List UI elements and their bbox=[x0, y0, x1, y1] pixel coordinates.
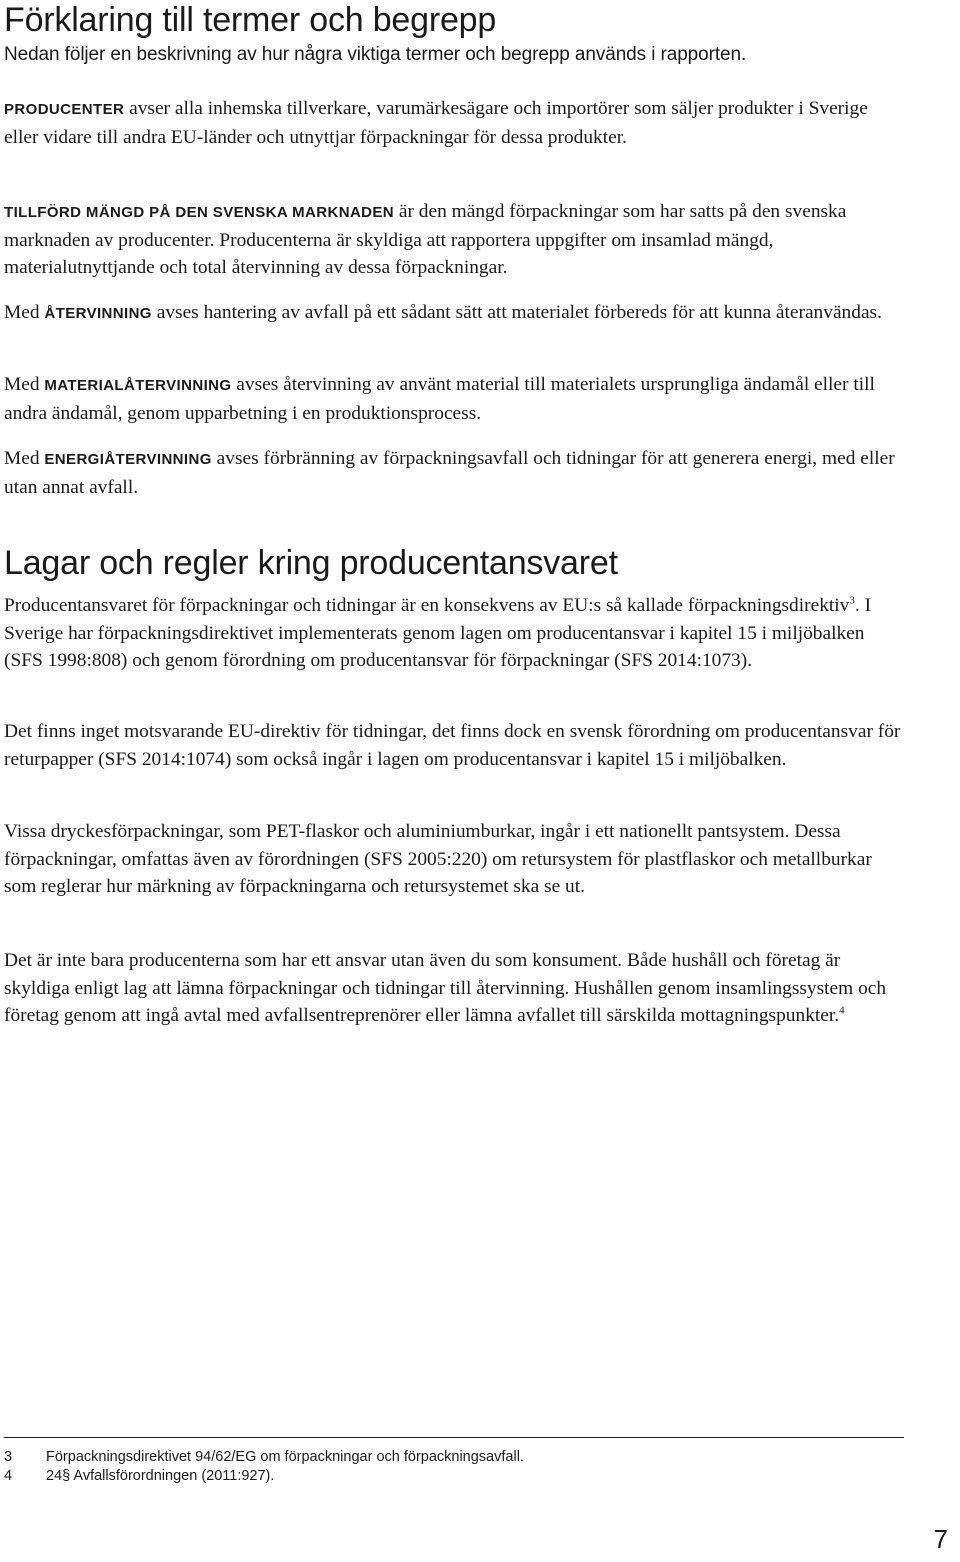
section-intro: Nedan följer en beskrivning av hur några viktiga termer och begrepp används i rapporten. bbox=[4, 44, 747, 65]
footnote-ref-3[interactable]: 3 bbox=[849, 594, 855, 607]
paragraph-atervinning bbox=[4, 299, 904, 328]
footnote-number: 3 bbox=[4, 1449, 13, 1465]
page-number: 7 bbox=[933, 1524, 948, 1554]
paragraph-materialatervinning bbox=[4, 371, 904, 427]
paragraph-text: avses återvinning av använt material till materialets ursprungliga ändamål eller till andra ändamål, genom upparbetning i en produktionsprocess. bbox=[4, 374, 875, 424]
section-title-laws: Lagar och regler kring producentansvaret bbox=[4, 544, 618, 582]
term-producenter: PRODUCENTER bbox=[4, 101, 125, 118]
term-materialatervinning: MATERIALÅTERVINNING bbox=[44, 377, 232, 394]
paragraph-text: Producentansvaret för förpackningar och tidningar är en konsekvens av EU:s så kallade förpackningsdirektiv bbox=[4, 595, 850, 616]
paragraph-text: Det är inte bara producenterna som har ett ansvar utan även du som konsument. Både hushåll och företag är skyldiga enligt lag att lämna förpackningar och tidningar till återvinning. Hushållen genom insamlingssystem och företag genom att ingå avtal med avfallsentreprenörer eller lämna avfallet till särskilda mottagningspunkter. bbox=[4, 950, 887, 1026]
paragraph-text: avses förbränning av förpackningsavfall och tidningar för att generera energi, med eller utan annat avfall. bbox=[4, 448, 895, 498]
footnote-4 bbox=[4, 1467, 274, 1485]
paragraph-konsument bbox=[4, 947, 904, 1030]
footnote-text: Förpackningsdirektivet 94/62/EG om förpackningar och förpackningsavfall. bbox=[46, 1449, 524, 1465]
paragraph-tidningar: Det finns inget motsvarande EU-direktiv för tidningar, det finns dock en svensk förordning om producentansvar för returpapper (SFS 2014:1074) som också ingår i lagen om producentansvar i kapitel 15 i miljöbalken. bbox=[4, 721, 901, 770]
footnote-3 bbox=[4, 1448, 524, 1466]
footnote-divider bbox=[4, 1437, 904, 1438]
paragraph-prefix: Med bbox=[4, 302, 45, 323]
paragraph-text: avses hantering av avfall på ett sådant sätt att materialet förbereds för att kunna återanvändas. bbox=[151, 302, 882, 323]
term-tillford-mangd: TILLFÖRD MÄNGD PÅ DEN SVENSKA MARKNADEN bbox=[4, 204, 395, 221]
paragraph-text: . I Sverige har förpackningsdirektivet implementerats genom lagen om producentansvar i kapitel 15 i miljöbalken (SFS 1998:808) och genom förordning om producentansvar för förpackningar (SFS 2014:1073). bbox=[4, 595, 872, 671]
footnote-text: 24§ Avfallsförordningen (2011:927). bbox=[46, 1468, 275, 1484]
paragraph-tillford-mangd bbox=[4, 198, 904, 282]
footnote-ref-4[interactable]: 4 bbox=[839, 1004, 845, 1017]
paragraph-energiatervinning bbox=[4, 445, 904, 501]
term-energiatervinning: ENERGIÅTERVINNING bbox=[44, 451, 212, 468]
paragraph-prefix: Med bbox=[4, 374, 45, 395]
paragraph-text: avser alla inhemska tillverkare, varumärkesägare och importörer som säljer produkter i Sverige eller vidare till andra EU-länder och utnyttjar förpackningar för dessa produkter. bbox=[4, 98, 868, 148]
paragraph-prefix: Med bbox=[4, 448, 45, 469]
term-atervinning: ÅTERVINNING bbox=[44, 305, 152, 322]
paragraph-producentansvaret bbox=[4, 592, 904, 675]
paragraph-text: är den mängd förpackningar som har satts på den svenska marknaden av producenter. Producenterna är skyldiga att rapportera uppgifter om insamlad mängd, materialutnyttjande och total återvinning av dessa förpackningar. bbox=[4, 201, 847, 278]
paragraph-pantsystem: Vissa dryckesförpackningar, som PET-flaskor och aluminiumburkar, ingår i ett nationellt pantsystem. Dessa förpackningar, omfattas även av förordningen (SFS 2005:220) om retursystem för plastflaskor och metallburkar som reglerar hur märkning av förpackningarna och retursystemet ska se ut. bbox=[4, 821, 872, 897]
footnote-number: 4 bbox=[4, 1468, 13, 1484]
paragraph-producenter bbox=[4, 95, 904, 151]
section-title-terms: Förklaring till termer och begrepp bbox=[4, 1, 497, 39]
